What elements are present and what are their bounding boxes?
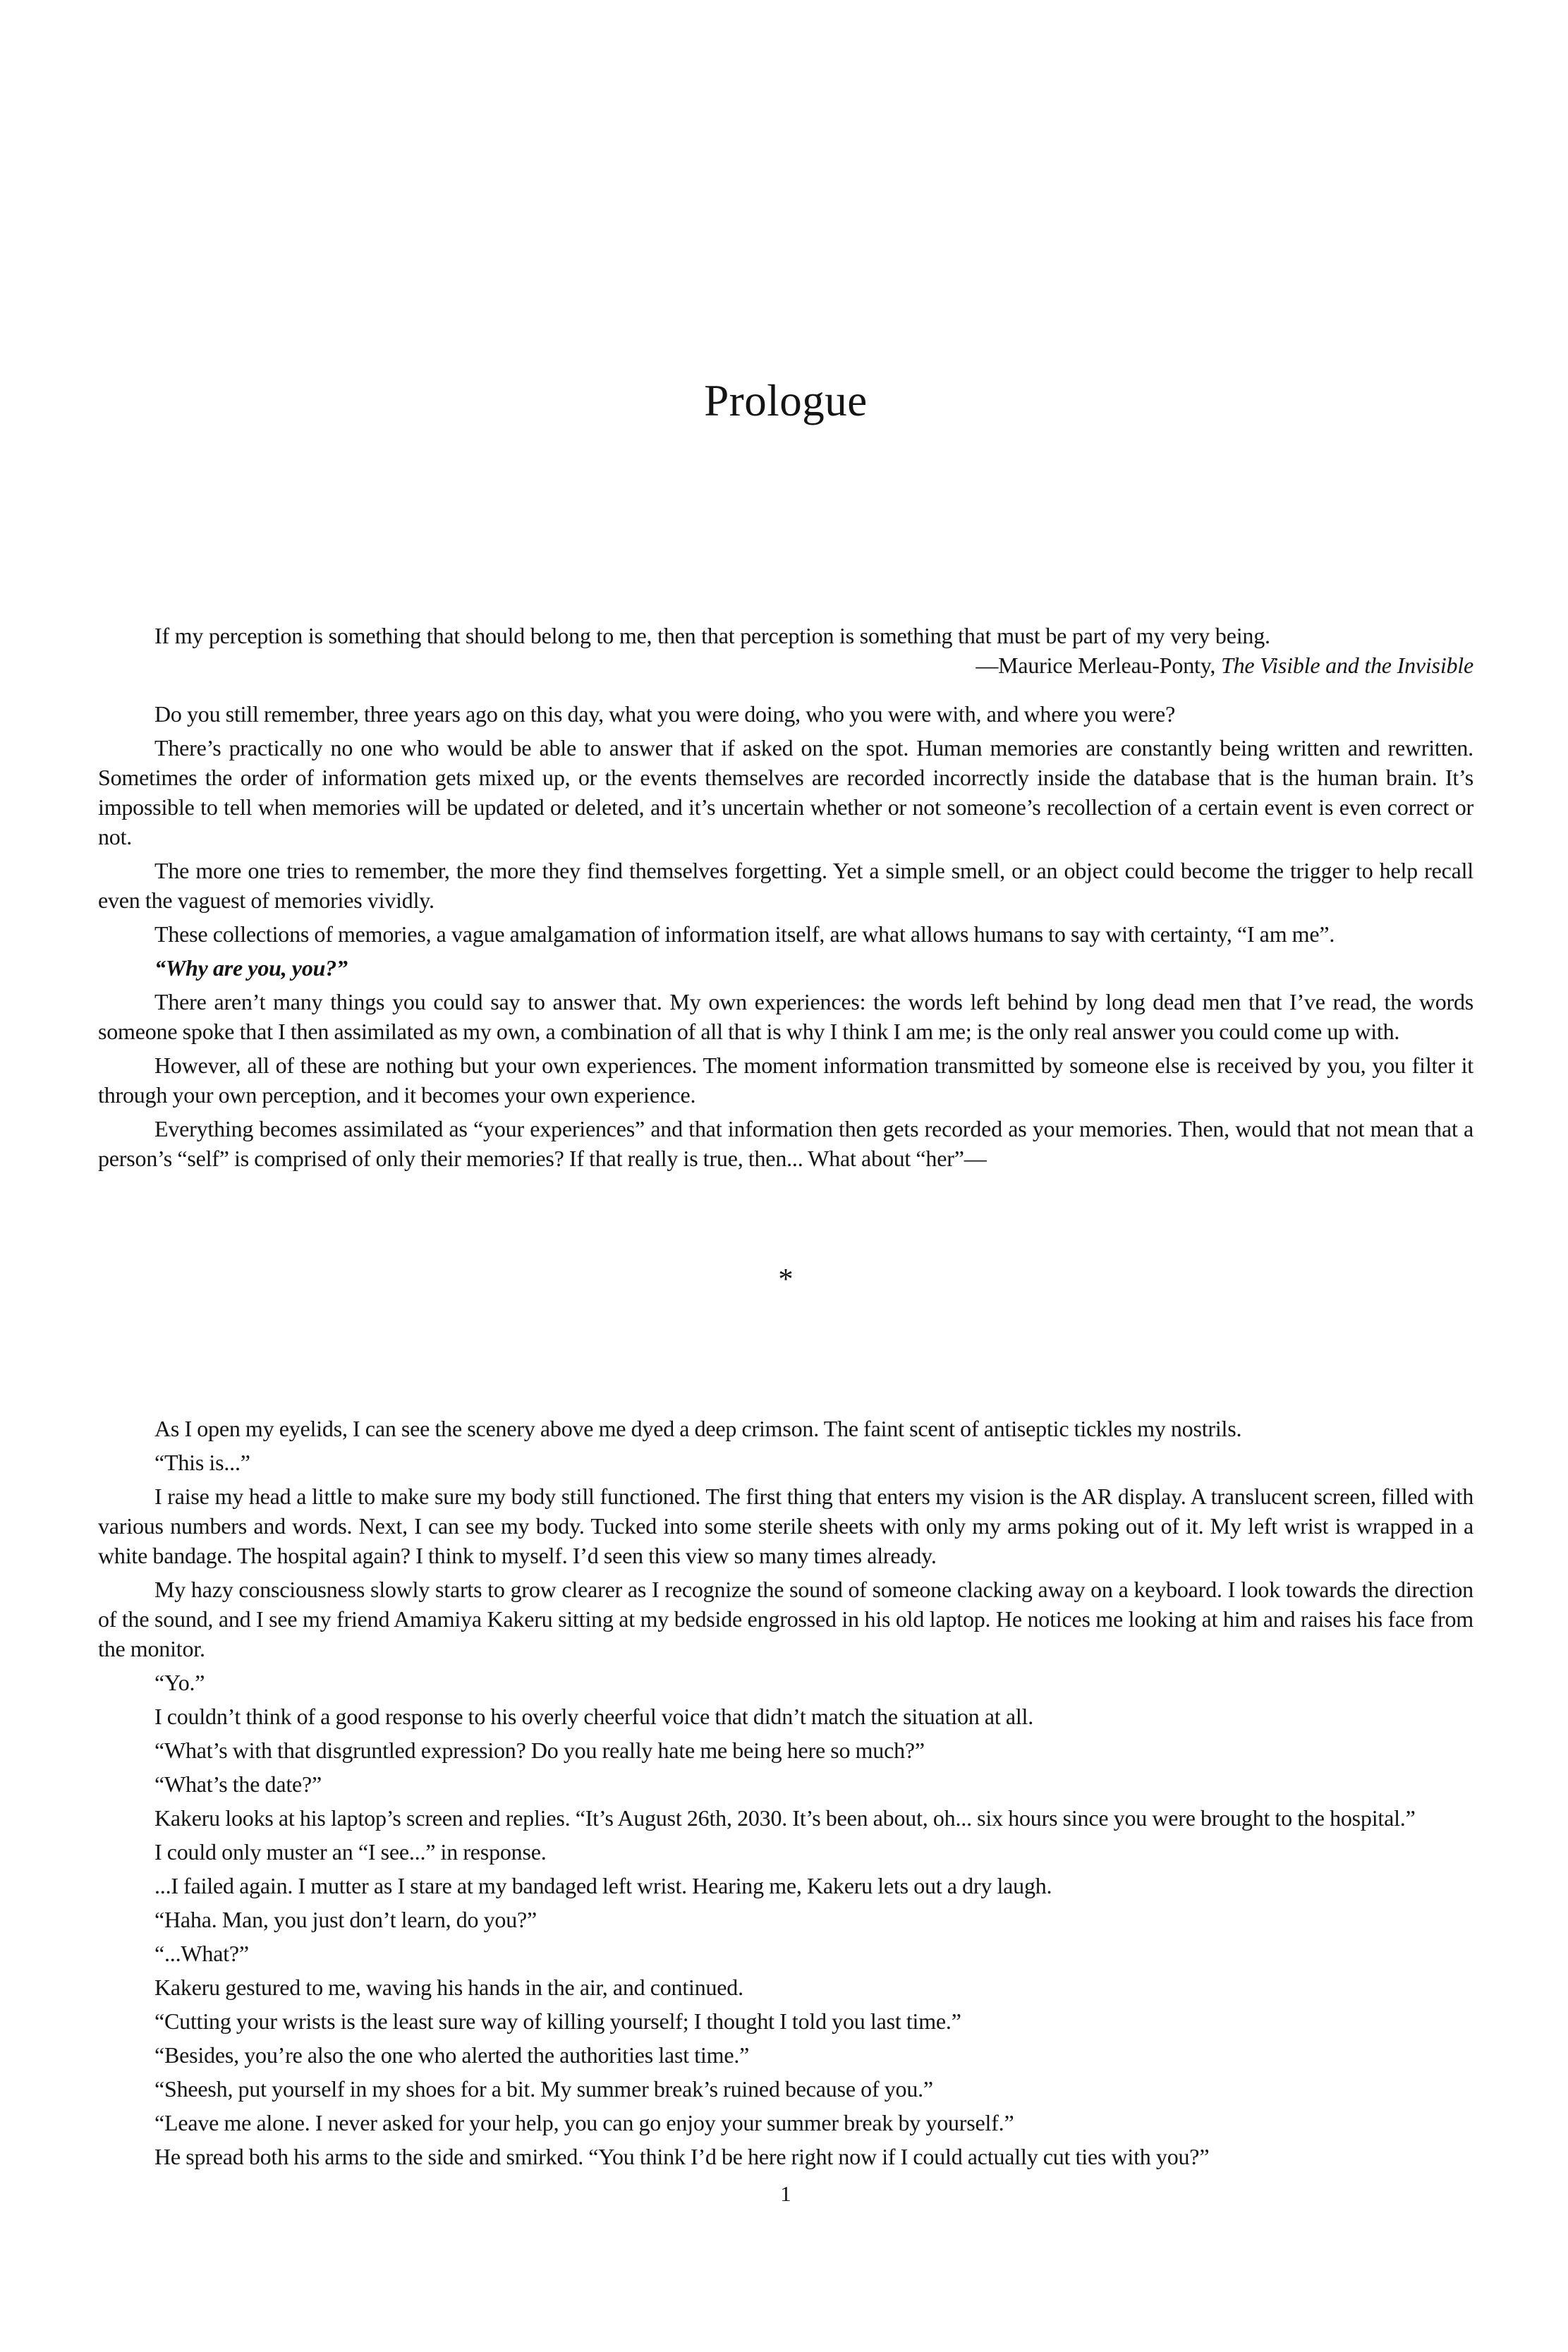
paragraph: However, all of these are nothing but your own experiences. The moment information transmitted by someone else is received by you, you filter it through your own perception, and it becomes your own experience. — [98, 1053, 1473, 1108]
paragraph: I raise my head a little to make sure my body still functioned. The first thing that enters my vision is the AR display. A translucent screen, filled with various numbers and words. Next, I can see my body. Tucked into some sterile sheets with only my arms poking out of it. My left wrist is wrapped in a white bandage. The hospital again? I think to myself. I’d seen this view so many times already. — [98, 1484, 1473, 1568]
paragraph: “Sheesh, put yourself in my shoes for a bit. My summer break’s ruined because of you.” — [154, 2076, 933, 2102]
paragraph: These collections of memories, a vague amalgamation of information itself, are what allows humans to say with certainty, “I am me”. — [154, 921, 1335, 947]
scene-break-asterisk: * — [778, 1263, 794, 1296]
paragraph: “...What?” — [154, 1941, 249, 1966]
paragraph: He spread both his arms to the side and smirked. “You think I’d be here right now if I could actually cut ties with you?” — [154, 2144, 1210, 2169]
paragraph: “Leave me alone. I never asked for your help, you can go enjoy your summer break by yourself.” — [154, 2110, 1014, 2135]
epigraph-work-title: The Visible and the Invisible — [1221, 653, 1473, 678]
paragraph: ...I failed again. I mutter as I stare at my bandaged left wrist. Hearing me, Kakeru lets out a dry laugh. — [154, 1873, 1052, 1898]
epigraph-attribution — [98, 650, 1473, 680]
paragraph: “Cutting your wrists is the least sure way of killing yourself; I thought I told you last time.” — [154, 2008, 961, 2034]
paragraph: Everything becomes assimilated as “your experiences” and that information then gets recorded as your memories. Then, would that not mean that a person’s “self” is comprised of only their memories? If that really is true, then... What about “her”— — [98, 1116, 1473, 1171]
paragraph: Do you still remember, three years ago on this day, what you were doing, who you were with, and where you were? — [154, 701, 1176, 727]
section-before-break — [98, 699, 1473, 1173]
paragraph: “What’s the date?” — [154, 1771, 322, 1797]
paragraph: “Besides, you’re also the one who alerted the authorities last time.” — [154, 2042, 750, 2068]
epigraph-text: If my perception is something that should belong to me, then that perception is something that must be part of my very being. — [154, 623, 1270, 648]
epigraph-author: —Maurice Merleau-Ponty, — [976, 653, 1222, 678]
paragraph: The more one tries to remember, the more they find themselves forgetting. Yet a simple smell, or an object could become the trigger to help recall even the vaguest of memories vividly. — [98, 858, 1473, 913]
paragraph: There’s practically no one who would be able to answer that if asked on the spot. Human memories are constantly being written and rewritten. Sometimes the order of information gets mixed up, or the events themselves are recorded incorrectly inside the database that is the human brain. It’s impossible to tell when memories will be updated or deleted, and it’s uncertain whether or not someone’s recollection of a certain event is even correct or not. — [98, 735, 1473, 849]
paragraph: My hazy consciousness slowly starts to grow clearer as I recognize the sound of someone clacking away on a keyboard. I look towards the direction of the sound, and I see my friend Amamiya Kakeru sitting at my bedside engrossed in his old laptop. He notices me looking at him and raises his face from the monitor. — [98, 1577, 1473, 1661]
paragraph: “This is...” — [154, 1450, 250, 1475]
page-number: 1 — [780, 2181, 791, 2206]
paragraph: “Yo.” — [154, 1670, 205, 1695]
paragraph: “What’s with that disgruntled expression? Do you really hate me being here so much?” — [154, 1738, 925, 1763]
epigraph — [98, 621, 1473, 680]
paragraph: I couldn’t think of a good response to his overly cheerful voice that didn’t match the situation at all. — [154, 1704, 1034, 1729]
paragraph: “Why are you, you?” — [154, 955, 348, 981]
text-block — [98, 0, 1473, 2209]
chapter-title: Prologue — [704, 376, 868, 425]
paragraph: Kakeru gestured to me, waving his hands in the air, and continued. — [154, 1975, 743, 2000]
paragraph: “Haha. Man, you just don’t learn, do you?” — [154, 1907, 537, 1932]
paragraph: There aren’t many things you could say to answer that. My own experiences: the words left behind by long dead men that I’ve read, the words someone spoke that I then assimilated as my own, a combination of all that is why I think I am me; is the only real answer you could come up with. — [98, 989, 1473, 1044]
section-after-break — [98, 1414, 1473, 2171]
paragraph: I could only muster an “I see...” in response. — [154, 1839, 547, 1865]
paragraph: As I open my eyelids, I can see the scenery above me dyed a deep crimson. The faint scent of antiseptic tickles my nostrils. — [154, 1416, 1242, 1441]
paragraph: Kakeru looks at his laptop’s screen and replies. “It’s August 26th, 2030. It’s been about, oh... six hours since you were brought to the hospital.” — [154, 1805, 1416, 1831]
